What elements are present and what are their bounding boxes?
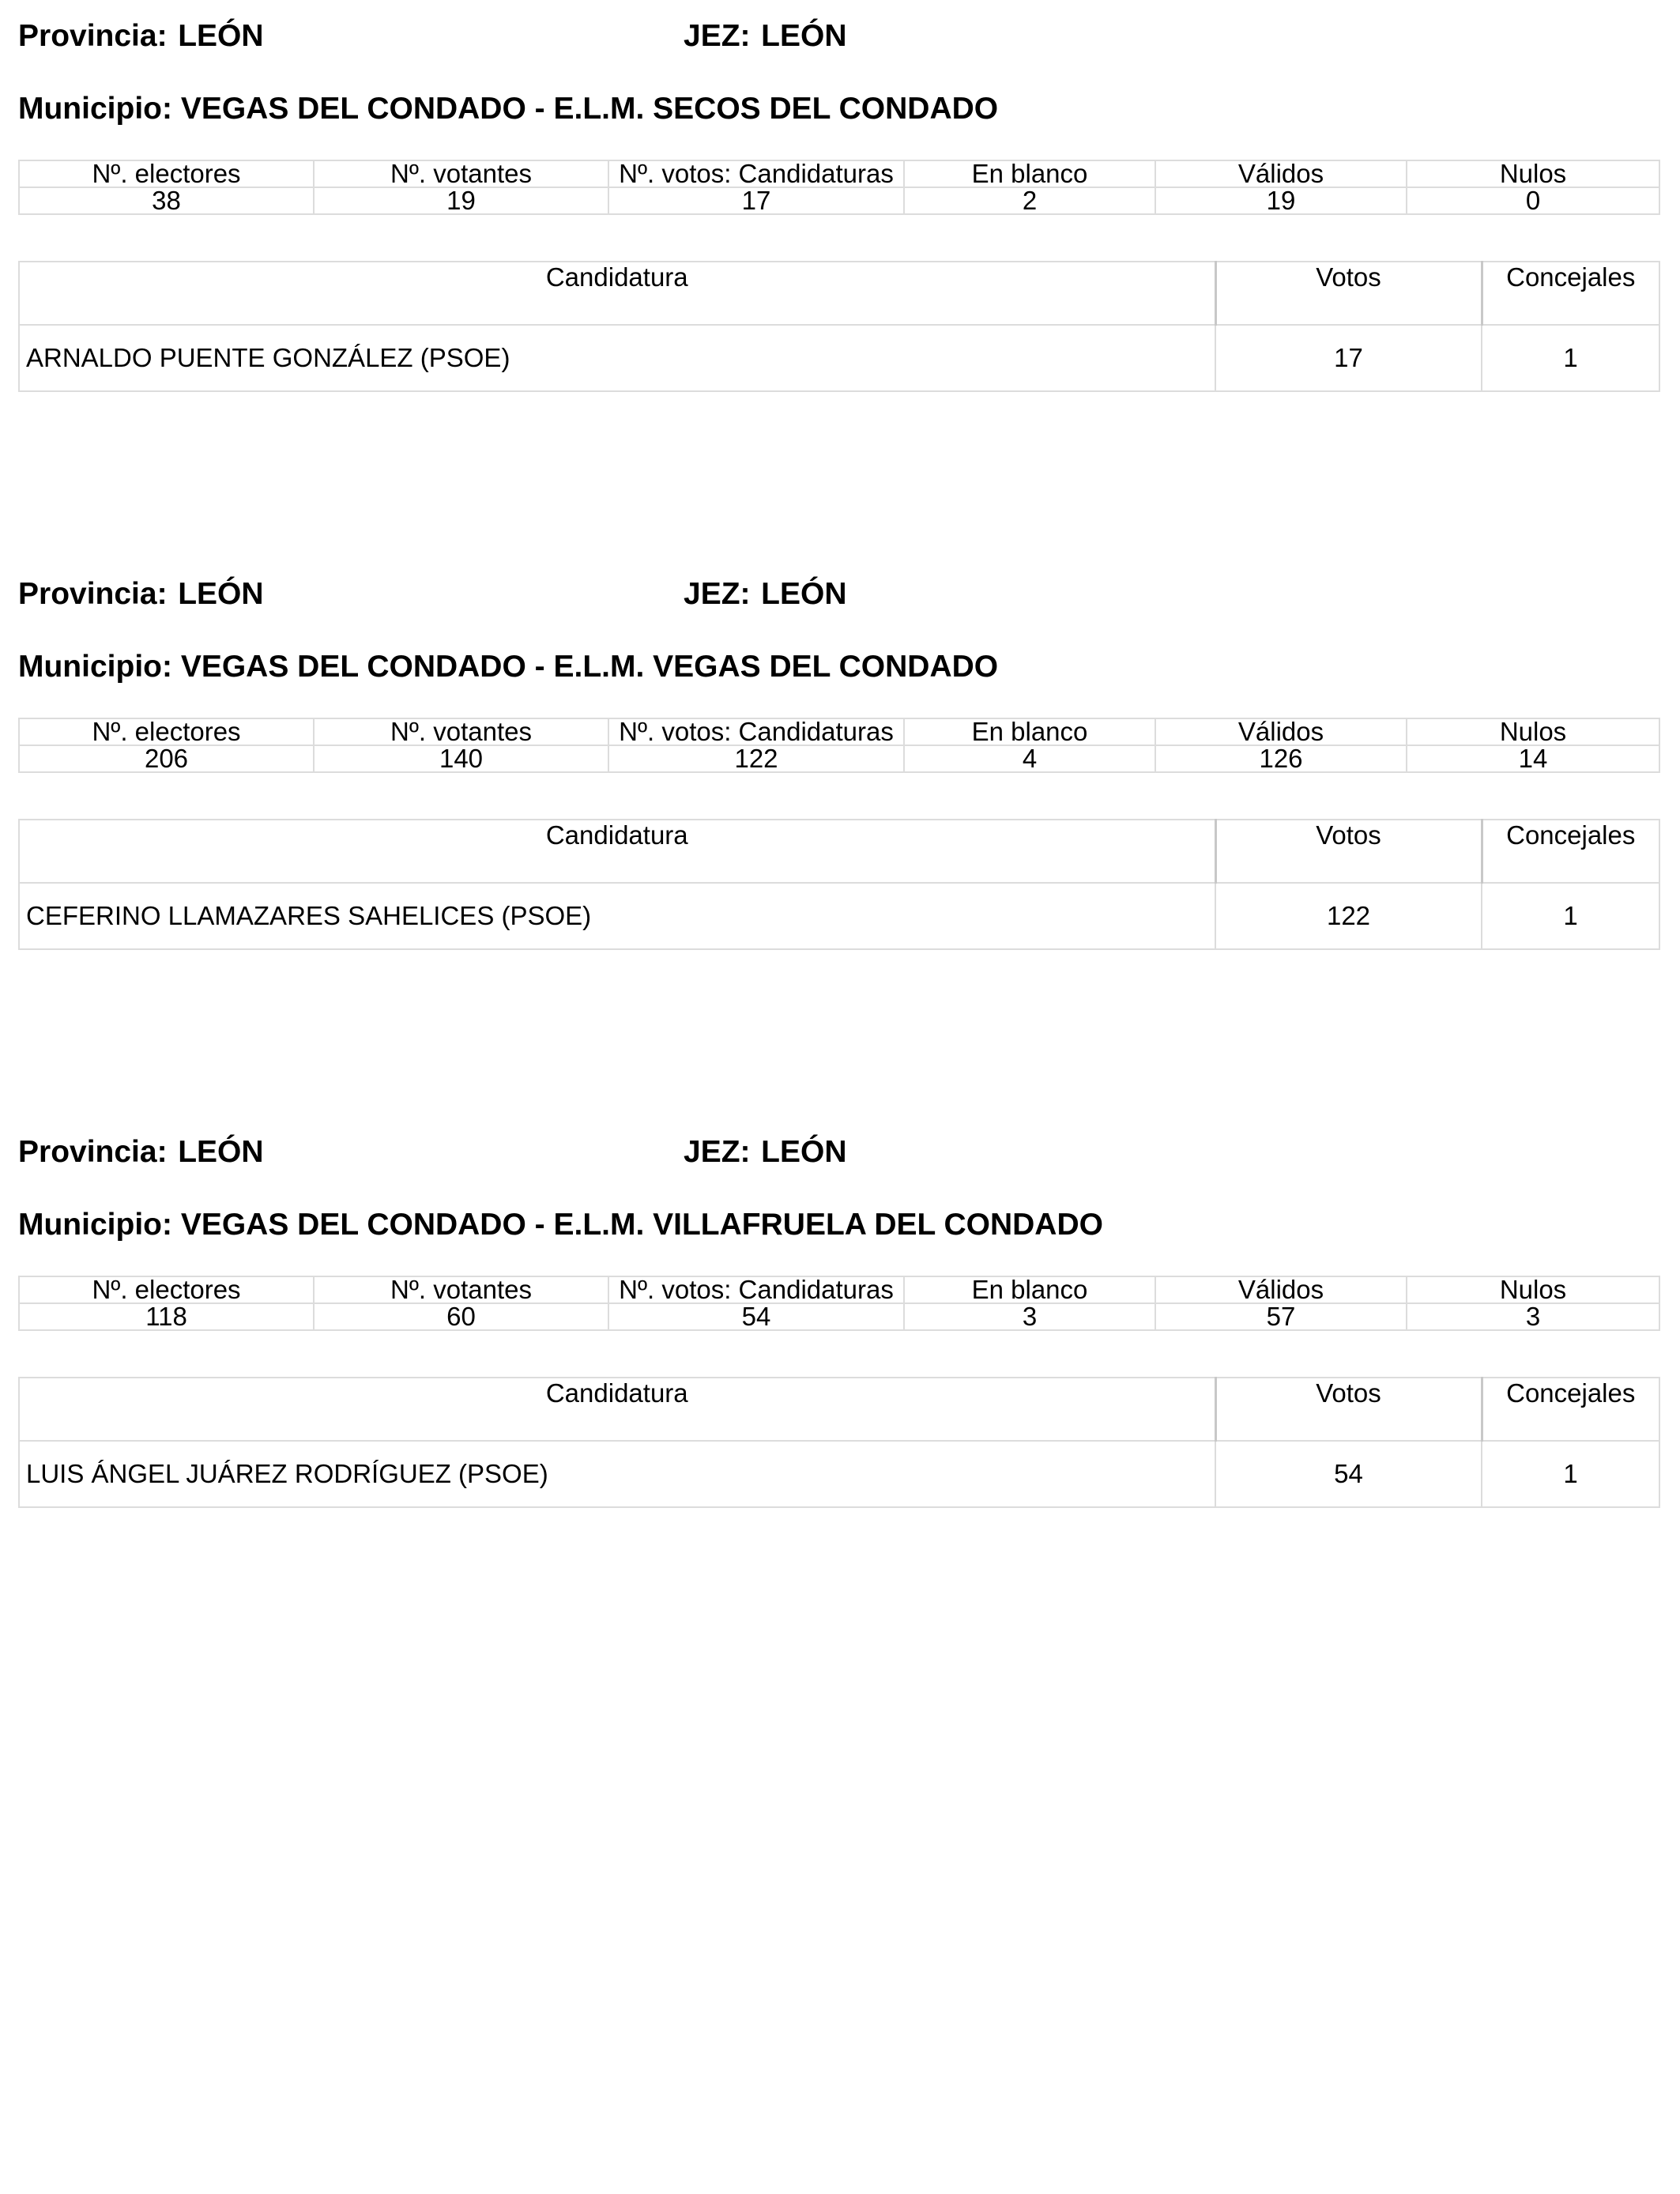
jez-label: JEZ:	[684, 577, 751, 611]
stats-header-cell: En blanco	[904, 718, 1155, 745]
stats-header-cell: Nulos	[1407, 160, 1659, 187]
stats-value-cell: 57	[1155, 1303, 1407, 1330]
candidatura-cell: LUIS ÁNGEL JUÁREZ RODRÍGUEZ (PSOE)	[19, 1441, 1215, 1507]
stats-header-cell: Válidos	[1155, 1276, 1407, 1303]
stats-header-cell: Nulos	[1407, 718, 1659, 745]
jez-line	[684, 19, 847, 54]
jez-label: JEZ:	[684, 19, 751, 53]
votos-header: Votos	[1215, 262, 1482, 325]
jez-line	[684, 1135, 847, 1170]
stats-value-row	[19, 745, 1659, 772]
municipio-value: VEGAS DEL CONDADO - E.L.M. VEGAS DEL CONDADO	[180, 650, 999, 684]
stats-header-cell: Nº. votos: Candidaturas	[608, 718, 904, 745]
section-header	[18, 1135, 1659, 1182]
stats-header-cell: Nº. votos: Candidaturas	[608, 160, 904, 187]
stats-value-row	[19, 1303, 1659, 1330]
municipio-title	[18, 92, 998, 126]
stats-value-cell: 19	[314, 187, 608, 214]
jez-label: JEZ:	[684, 1135, 751, 1169]
stats-value-cell: 19	[1155, 187, 1407, 214]
table-row	[19, 1441, 1659, 1507]
stats-header-cell: En blanco	[904, 1276, 1155, 1303]
results-header-row	[19, 262, 1659, 325]
candidatura-cell: ARNALDO PUENTE GONZÁLEZ (PSOE)	[19, 325, 1215, 391]
municipio-label: Municipio:	[18, 92, 172, 126]
stats-value-cell: 206	[19, 745, 314, 772]
municipio-label: Municipio:	[18, 650, 172, 684]
concejales-cell: 1	[1482, 1441, 1659, 1507]
stats-value-cell: 2	[904, 187, 1155, 214]
candidatura-header: Candidatura	[19, 1378, 1215, 1441]
stats-header-cell: Nº. electores	[19, 1276, 314, 1303]
jez-value: LEÓN	[761, 19, 847, 53]
stats-header-cell: Nº. votantes	[314, 718, 608, 745]
stats-table	[18, 160, 1660, 215]
stats-header-cell: Nº. votos: Candidaturas	[608, 1276, 904, 1303]
municipio-label: Municipio:	[18, 1208, 172, 1242]
provincia-label: Provincia:	[18, 1135, 168, 1169]
stats-header-cell: Válidos	[1155, 160, 1407, 187]
provincia-label: Provincia:	[18, 19, 168, 53]
concejales-cell: 1	[1482, 883, 1659, 949]
concejales-cell: 1	[1482, 325, 1659, 391]
stats-value-cell: 4	[904, 745, 1155, 772]
stats-value-cell: 3	[1407, 1303, 1659, 1330]
stats-value-cell: 118	[19, 1303, 314, 1330]
stats-value-cell: 54	[608, 1303, 904, 1330]
stats-value-cell: 60	[314, 1303, 608, 1330]
results-table	[18, 261, 1660, 392]
stats-value-cell: 0	[1407, 187, 1659, 214]
stats-header-row	[19, 1276, 1659, 1303]
votos-cell: 17	[1215, 325, 1482, 391]
stats-table	[18, 718, 1660, 773]
concejales-header: Concejales	[1482, 262, 1659, 325]
results-header-row	[19, 820, 1659, 883]
stats-header-row	[19, 160, 1659, 187]
stats-value-cell: 122	[608, 745, 904, 772]
votos-header: Votos	[1215, 820, 1482, 883]
stats-header-cell: Válidos	[1155, 718, 1407, 745]
election-section	[18, 19, 1659, 398]
provincia-value: LEÓN	[178, 577, 264, 611]
election-section	[18, 577, 1659, 956]
election-section	[18, 1135, 1659, 1514]
provincia-value: LEÓN	[178, 1135, 264, 1169]
stats-value-row	[19, 187, 1659, 214]
section-header	[18, 577, 1659, 624]
section-header	[18, 19, 1659, 66]
results-header-row	[19, 1378, 1659, 1441]
stats-header-cell: En blanco	[904, 160, 1155, 187]
municipio-title	[18, 650, 998, 684]
stats-header-cell: Nº. electores	[19, 160, 314, 187]
stats-header-cell: Nº. electores	[19, 718, 314, 745]
stats-header-cell: Nulos	[1407, 1276, 1659, 1303]
municipio-value: VEGAS DEL CONDADO - E.L.M. VILLAFRUELA DEL CONDADO	[180, 1208, 1103, 1242]
candidatura-header: Candidatura	[19, 262, 1215, 325]
stats-value-cell: 126	[1155, 745, 1407, 772]
stats-value-cell: 140	[314, 745, 608, 772]
stats-value-cell: 17	[608, 187, 904, 214]
votos-cell: 122	[1215, 883, 1482, 949]
candidatura-header: Candidatura	[19, 820, 1215, 883]
jez-value: LEÓN	[761, 1135, 847, 1169]
provincia-line	[18, 1135, 264, 1170]
votos-cell: 54	[1215, 1441, 1482, 1507]
concejales-header: Concejales	[1482, 820, 1659, 883]
jez-value: LEÓN	[761, 577, 847, 611]
municipio-value: VEGAS DEL CONDADO - E.L.M. SECOS DEL CONDADO	[180, 92, 999, 126]
provincia-label: Provincia:	[18, 577, 168, 611]
provincia-line	[18, 19, 264, 54]
concejales-header: Concejales	[1482, 1378, 1659, 1441]
results-table	[18, 1377, 1660, 1508]
table-row	[19, 325, 1659, 391]
stats-value-cell: 3	[904, 1303, 1155, 1330]
table-row	[19, 883, 1659, 949]
stats-table	[18, 1276, 1660, 1331]
votos-header: Votos	[1215, 1378, 1482, 1441]
stats-header-cell: Nº. votantes	[314, 1276, 608, 1303]
provincia-value: LEÓN	[178, 19, 264, 53]
jez-line	[684, 577, 847, 612]
stats-header-row	[19, 718, 1659, 745]
candidatura-cell: CEFERINO LLAMAZARES SAHELICES (PSOE)	[19, 883, 1215, 949]
stats-header-cell: Nº. votantes	[314, 160, 608, 187]
results-table	[18, 819, 1660, 950]
stats-value-cell: 14	[1407, 745, 1659, 772]
municipio-title	[18, 1208, 1103, 1242]
stats-value-cell: 38	[19, 187, 314, 214]
provincia-line	[18, 577, 264, 612]
